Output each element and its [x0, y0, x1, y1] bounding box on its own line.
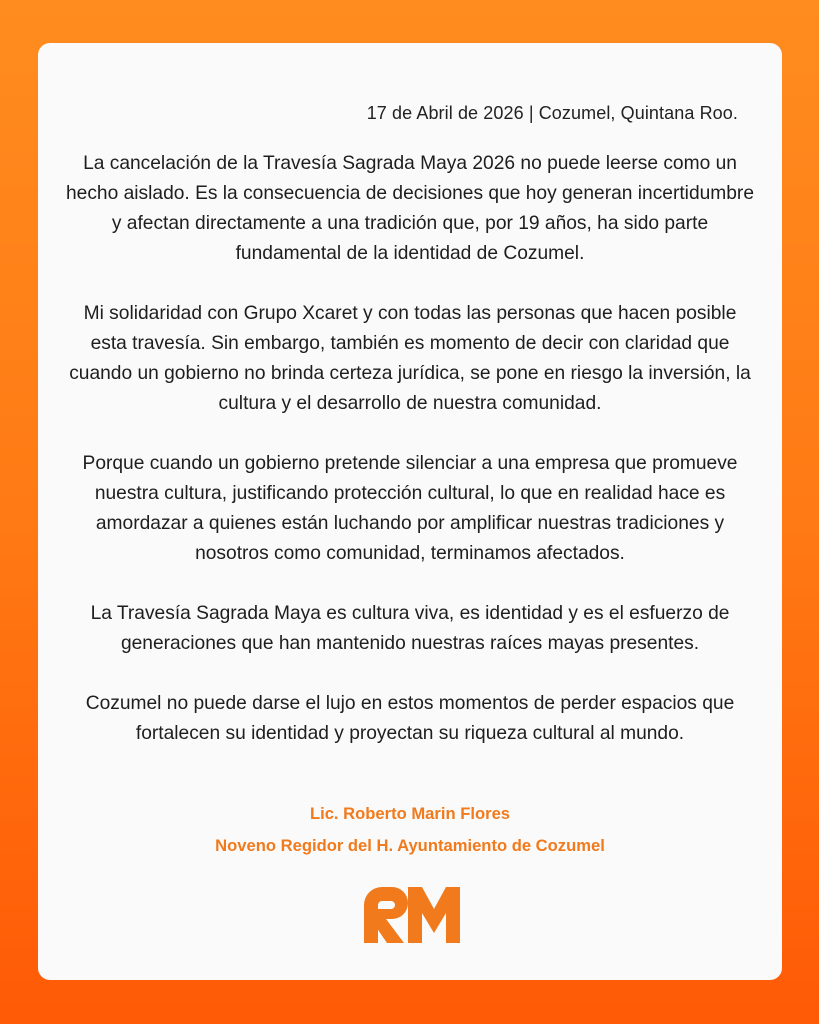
letter-body — [66, 149, 754, 779]
paragraph-2: Mi solidaridad con Grupo Xcaret y con todas las personas que hacen posible esta travesía. Sin embargo, también es momento de decir con claridad que cuando un gobierno no brinda certeza jurídica, se pone en riesgo la inversión, la cultura y el desarrollo de nuestra comunidad. — [69, 303, 751, 414]
paragraph-5: Cozumel no puede darse el lujo en estos momentos de perder espacios que fortalecen su identidad y proyectan su riqueza cultural al mundo. — [85, 693, 735, 744]
paragraph-4: La Travesía Sagrada Maya es cultura viva, es identidad y es el esfuerzo de generaciones que han mantenido nuestras raíces mayas presentes. — [90, 603, 730, 654]
letter-card — [38, 43, 782, 980]
paragraph-3: Porque cuando un gobierno pretende silenciar a una empresa que promueve nuestra cultura, justificando protección cultural, lo que en realidad hace es amordazar a quienes están luchando por amplificar nuestras tradiciones y nosotros como comunidad, terminamos afectados. — [82, 453, 738, 564]
signature-title: Noveno Regidor del H. Ayuntamiento de Cozumel — [215, 836, 605, 855]
date-line: 17 de Abril de 2026 | Cozumel, Quintana Roo. — [366, 103, 738, 123]
rm-logo — [362, 887, 462, 943]
signature-block — [38, 798, 782, 862]
paragraph-1: La cancelación de la Travesía Sagrada Maya 2026 no puede leerse como un hecho aislado. Es la consecuencia de decisiones que hoy generan incertidumbre y afectan directamente a una tradición que, por 19 años, ha sido parte fundamental de la identidad de Cozumel. — [66, 153, 754, 264]
signature-name: Lic. Roberto Marin Flores — [309, 804, 511, 823]
